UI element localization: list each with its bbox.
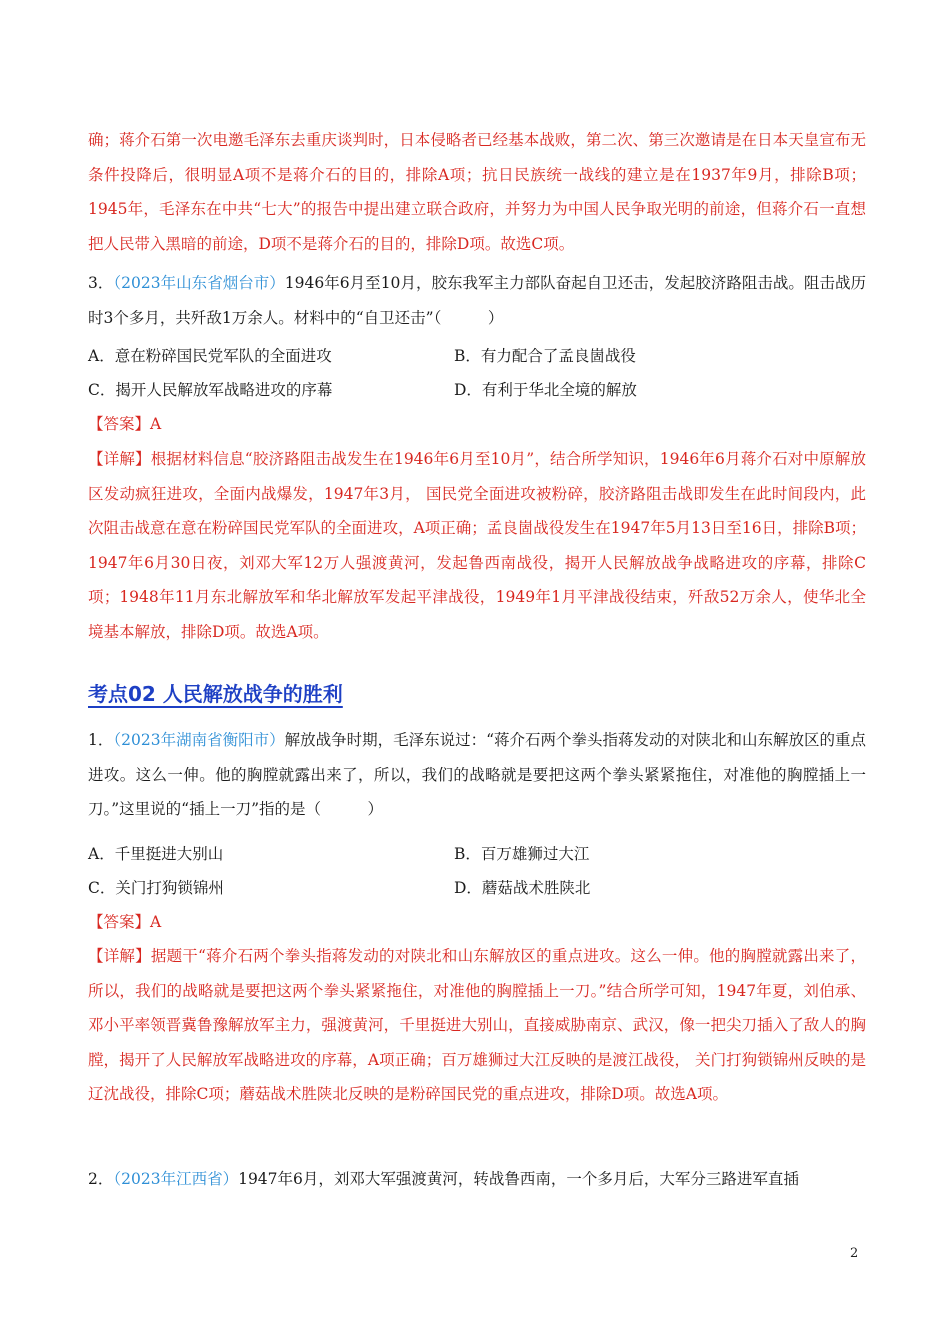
question-3-answer xyxy=(88,407,866,442)
question-3-detail xyxy=(88,442,866,649)
question-source: （2023年山东省烟台市） xyxy=(113,274,285,292)
option-a: A．千里挺进大别山 xyxy=(88,845,224,863)
question-source: （2023年湖南省衡阳市） xyxy=(113,731,285,749)
answer-value: A xyxy=(150,415,162,433)
question-source: （2023年江西省） xyxy=(113,1170,239,1188)
option-c: C．揭开人民解放军战略进攻的序幕 xyxy=(88,381,333,399)
option-d: D．蘑菇战术胜陕北 xyxy=(454,879,591,897)
detail-label: 【详解】 xyxy=(88,947,151,965)
option-b: B．百万雄狮过大江 xyxy=(454,845,590,863)
prev-question-detail xyxy=(88,123,866,261)
question-1-detail xyxy=(88,939,866,1112)
detail-text: 根据材料信息“胶济路阻击战发生在1946年6月至10月”，结合所学知识，1946年6月蒋介石对中原解放区发动疯狂进攻，全面内战爆发，1947年3月， 国民党全面进攻被粉碎，胶济路阻击战即发生在此时间段内，此次阻击战意在意在粉碎国民党军队的全面进攻，A项正确；孟良崮战役发生在1947年5月13日至16日，排除B项；1947年6月30日夜，刘邓大军12万人强渡黄河，发起鲁西南战役，揭开人民解放战争战略进攻的序幕，排除C项；1948年11月东北解放军和华北解放军发起平津战役，1949年1月平津战役结束，歼敌52万余人，使华北全境基本解放，排除D项。故选A项。 xyxy=(88,450,866,641)
question-number: 1． xyxy=(88,731,114,749)
question-text: 1946年6月至10月，胶东我军主力部队奋起自卫还击，发起胶济路阻击战。阻击战历时3个多月，共歼敌1万余人。材料中的“自卫还击”（ ） xyxy=(88,274,866,327)
question-1-stem xyxy=(88,723,866,827)
page-number: 2 xyxy=(850,1246,859,1261)
question-3-stem xyxy=(88,266,866,335)
answer-label: 【答案】 xyxy=(88,913,151,931)
question-2-stem xyxy=(88,1162,866,1197)
answer-label: 【答案】 xyxy=(88,415,151,433)
question-text: 解放战争时期，毛泽东说过：“蒋介石两个拳头指蒋发动的对陕北和山东解放区的重点进攻。这么一伸。他的胸膛就露出来了，所以，我们的战略就是要把这两个拳头紧紧拖住，对准他的胸膛插上一刀。”这里说的“插上一刀”指的是（ ） xyxy=(88,731,867,818)
option-a: A．意在粉碎国民党军队的全面进攻 xyxy=(88,347,332,365)
answer-value: A xyxy=(150,913,162,931)
option-d: D．有利于华北全境的解放 xyxy=(454,381,637,399)
section-heading: 考点02 人民解放战争的胜利 xyxy=(88,682,343,706)
question-1-answer xyxy=(88,905,866,940)
question-number: 2． xyxy=(88,1170,114,1188)
option-c: C．关门打狗锁锦州 xyxy=(88,879,224,897)
option-b: B．有力配合了孟良崮战役 xyxy=(454,347,636,365)
question-number: 3． xyxy=(88,274,114,292)
prev-detail-text: 确；蒋介石第一次电邀毛泽东去重庆谈判时，日本侵略者已经基本战败，第二次、第三次邀请是在日本天皇宣布无条件投降后，很明显A项不是蒋介石的目的，排除A项；抗日民族统一战线的建立是在1937年9月，排除B项；1945年，毛泽东在中共“七大”的报告中提出建立联合政府，并努力为中国人民争取光明的前途，但蒋介石一直想把人民带入黑暗的前途，D项不是蒋介石的目的，排除D项。故选C项。 xyxy=(88,131,866,253)
detail-text: 据题干“蒋介石两个拳头指蒋发动的对陕北和山东解放区的重点进攻。这么一伸。他的胸膛就露出来了，所以，我们的战略就是要把这两个拳头紧紧拖住，对准他的胸膛插上一刀。”结合所学可知，1947年夏，刘伯承、邓小平率领晋冀鲁豫解放军主力，强渡黄河，千里挺进大别山，直接威胁南京、武汉，像一把尖刀插入了敌人的胸膛，揭开了人民解放军战略进攻的序幕，A项正确；百万雄狮过大江反映的是渡江战役， 关门打狗锁锦州反映的是辽沈战役，排除C项；蘑菇战术胜陕北反映的是粉碎国民党的重点进攻，排除D项。故选A项。 xyxy=(88,947,866,1103)
detail-label: 【详解】 xyxy=(88,450,151,468)
question-text: 1947年6月，刘邓大军强渡黄河，转战鲁西南，一个多月后，大军分三路进军直插 xyxy=(238,1170,799,1188)
